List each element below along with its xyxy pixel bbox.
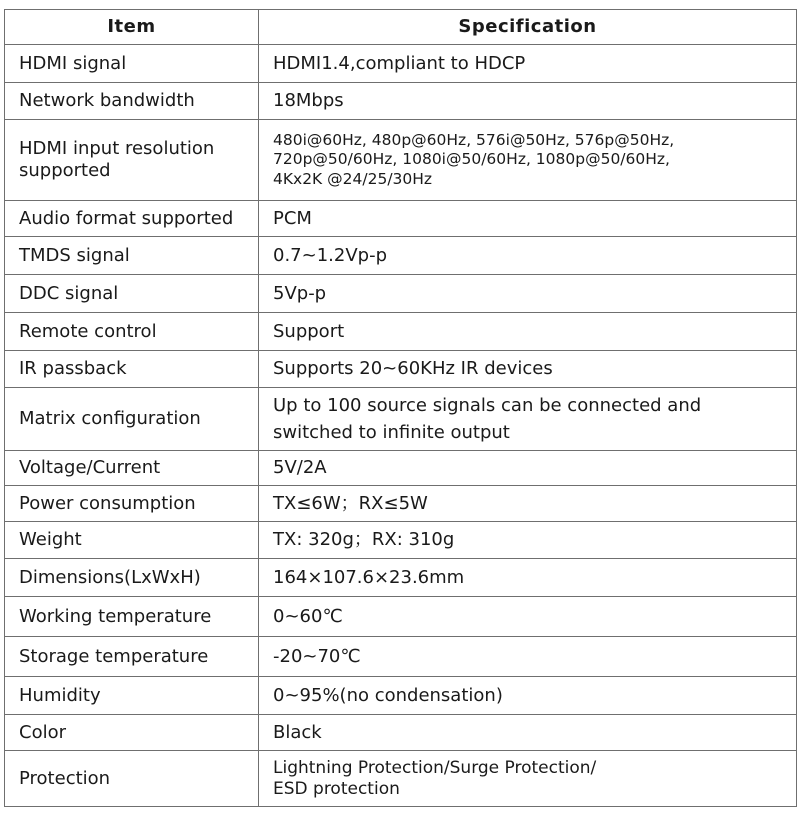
table-row xyxy=(5,751,797,807)
spec-cell xyxy=(259,388,797,451)
item-cell: Weight xyxy=(5,522,259,559)
table-row xyxy=(5,597,797,637)
spec-cell xyxy=(259,751,797,807)
item-cell: HDMI signal xyxy=(5,45,259,83)
item-cell: Audio format supported xyxy=(5,201,259,237)
table-row xyxy=(5,237,797,275)
table-row xyxy=(5,83,797,120)
spec-line: TX≤6W；RX≤5W xyxy=(273,492,428,514)
table-header-row xyxy=(5,10,797,45)
spec-line: 720p@50/60Hz, 1080i@50/60Hz, 1080p@50/60Hz, xyxy=(273,150,670,169)
item-cell: Power consumption xyxy=(5,486,259,522)
item-cell: Voltage/Current xyxy=(5,451,259,486)
spec-cell xyxy=(259,451,797,486)
spec-cell xyxy=(259,486,797,522)
item-cell: Storage temperature xyxy=(5,637,259,677)
spec-line: 5V/2A xyxy=(273,457,327,479)
table-row xyxy=(5,388,797,451)
spec-cell xyxy=(259,275,797,313)
header-item: Item xyxy=(5,10,259,45)
spec-cell xyxy=(259,313,797,351)
table-row xyxy=(5,559,797,597)
spec-line: Support xyxy=(273,320,345,342)
table-row xyxy=(5,637,797,677)
spec-line: 4Kx2K @24/25/30Hz xyxy=(273,169,433,188)
item-cell: Matrix configuration xyxy=(5,388,259,451)
spec-line: ESD protection xyxy=(273,778,400,799)
spec-line: TX: 320g；RX: 310g xyxy=(273,529,455,551)
spec-line: Black xyxy=(273,721,322,743)
spec-cell xyxy=(259,237,797,275)
spec-cell xyxy=(259,120,797,201)
table-row xyxy=(5,715,797,751)
item-cell: Dimensions(LxWxH) xyxy=(5,559,259,597)
spec-cell xyxy=(259,597,797,637)
table-row xyxy=(5,351,797,388)
table-row xyxy=(5,486,797,522)
header-specification: Specification xyxy=(259,10,797,45)
specification-table xyxy=(4,9,797,807)
table-row xyxy=(5,45,797,83)
item-cell: Remote control xyxy=(5,313,259,351)
spec-cell xyxy=(259,201,797,237)
spec-cell xyxy=(259,522,797,559)
spec-line: 0~60℃ xyxy=(273,605,343,627)
spec-line: PCM xyxy=(273,207,312,229)
item-cell: HDMI input resolution supported xyxy=(5,120,259,201)
spec-line: 5Vp-p xyxy=(273,282,327,304)
spec-line: Supports 20~60KHz IR devices xyxy=(273,358,553,380)
spec-cell xyxy=(259,677,797,715)
spec-line: 0~95%(no condensation) xyxy=(273,684,503,706)
table-row xyxy=(5,120,797,201)
item-cell: TMDS signal xyxy=(5,237,259,275)
spec-cell xyxy=(259,715,797,751)
item-cell: Working temperature xyxy=(5,597,259,637)
spec-cell xyxy=(259,83,797,120)
item-cell: Protection xyxy=(5,751,259,807)
spec-cell xyxy=(259,351,797,388)
item-cell: DDC signal xyxy=(5,275,259,313)
spec-cell xyxy=(259,559,797,597)
table-row xyxy=(5,201,797,237)
spec-line: Up to 100 source signals can be connected and xyxy=(273,395,702,416)
item-cell: Color xyxy=(5,715,259,751)
spec-line: 18Mbps xyxy=(273,90,344,112)
spec-line: 164×107.6×23.6mm xyxy=(273,566,465,588)
table-row xyxy=(5,275,797,313)
spec-line: switched to infinite output xyxy=(273,422,510,443)
spec-line: Lightning Protection/Surge Protection/ xyxy=(273,758,597,779)
spec-cell xyxy=(259,45,797,83)
spec-cell xyxy=(259,637,797,677)
item-cell: Network bandwidth xyxy=(5,83,259,120)
table-row xyxy=(5,451,797,486)
spec-line: -20~70℃ xyxy=(273,645,361,667)
table-row xyxy=(5,677,797,715)
item-cell: IR passback xyxy=(5,351,259,388)
spec-line: HDMI1.4,compliant to HDCP xyxy=(273,52,526,74)
item-cell: Humidity xyxy=(5,677,259,715)
table-row xyxy=(5,522,797,559)
spec-line: 0.7~1.2Vp-p xyxy=(273,244,387,266)
spec-line: 480i@60Hz, 480p@60Hz, 576i@50Hz, 576p@50Hz, xyxy=(273,130,675,149)
table-row xyxy=(5,313,797,351)
